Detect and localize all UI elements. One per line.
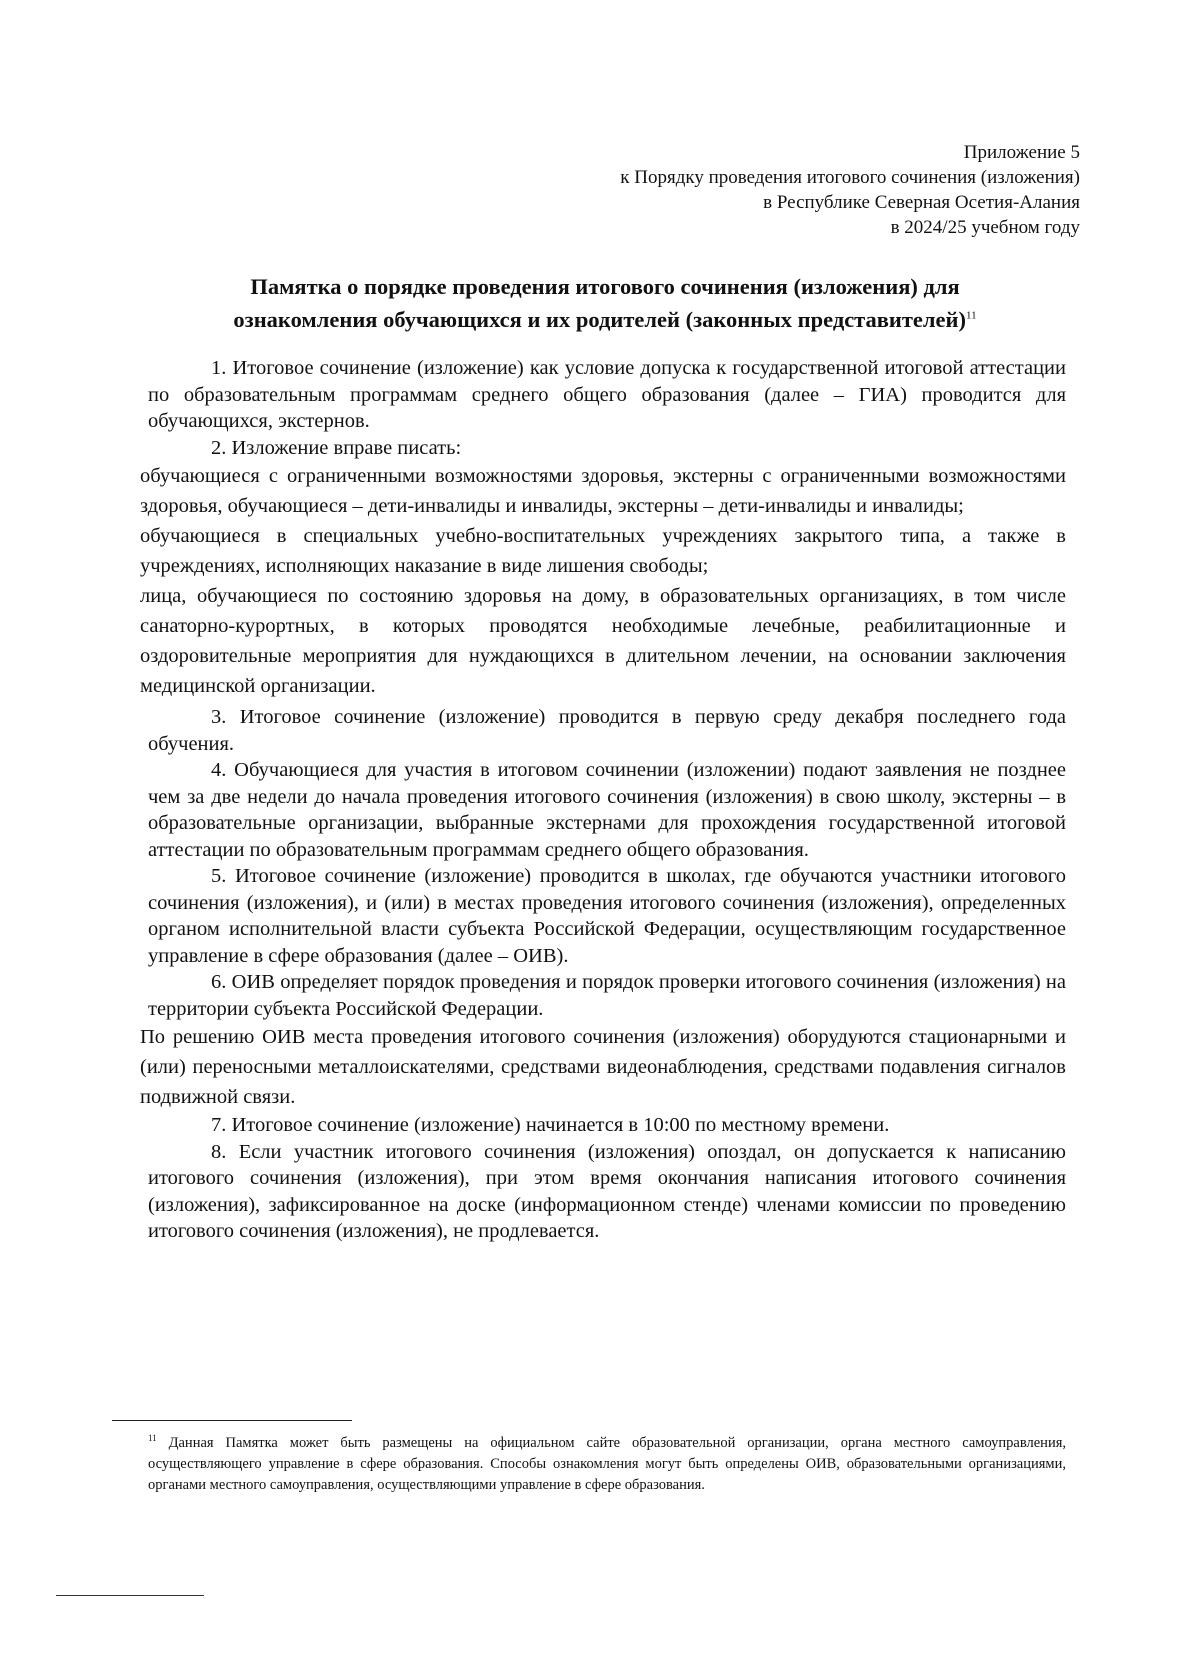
- title-footnote-ref: 11: [965, 309, 977, 322]
- appendix-line-4: в 2024/25 учебном году: [890, 217, 1080, 238]
- paragraph-5: 5. Итоговое сочинение (изложение) проводится в школах, где обучаются участники итогового сочинения (изложения), и (или) в местах проведения итогового сочинения (изложения), определенных органом исполнительной власти субъекта Российской Федерации, осуществляющим государственное управление в сфере образования (далее – ОИВ).: [148, 865, 1066, 967]
- paragraph-6-continued: По решению ОИВ места проведения итогового сочинения (изложения) оборудуются стационарными и (или) переносными металлоискателями, средствами видеонаблюдения, средствами подавления сигналов подвижной связи.: [140, 1026, 1066, 1108]
- title-line-2-wrap: [160, 303, 1050, 336]
- appendix-header: [440, 140, 1080, 240]
- footnote: [148, 1433, 1066, 1496]
- footnote-text: Данная Памятка может быть размещены на официальном сайте образовательной организации, органа местного самоуправления, осуществляющего управление в сфере образования. Способы ознакомления могут быть определены ОИВ, образовательными организациями, органами местного самоуправления, осуществляющими управление в сфере образования.: [148, 1435, 1066, 1493]
- paragraph-4: 4. Обучающиеся для участия в итоговом сочинении (изложении) подают заявления не позднее чем за две недели до начала проведения итогового сочинения (изложения) в свою школу, экстерны – в образовательные организации, выбранные экстернами для прохождения государственной итоговой аттестации по образовательным программам среднего общего образования.: [148, 759, 1066, 861]
- title-line-2: ознакомления обучающихся и их родителей (законных представителей): [233, 307, 966, 332]
- paragraph-6: 6. ОИВ определяет порядок проведения и порядок проверки итогового сочинения (изложения) на территории субъекта Российской Федерации.: [148, 971, 1066, 1020]
- footnote-marker: 11: [148, 1433, 157, 1444]
- bottom-rule: [56, 1595, 204, 1596]
- appendix-line-2: к Порядку проведения итогового сочинения (изложения): [620, 167, 1080, 188]
- paragraph-2-item-b: обучающиеся в специальных учебно-воспитательных учреждениях закрытого типа, а также в учреждениях, исполняющих наказание в виде лишения свободы;: [140, 525, 1066, 577]
- title-line-1: Памятка о порядке проведения итогового сочинения (изложения) для: [250, 274, 960, 299]
- paragraph-2: 2. Изложение вправе писать:: [211, 436, 462, 459]
- paragraph-7: 7. Итоговое сочинение (изложение) начинается в 10:00 по местному времени.: [211, 1114, 890, 1136]
- appendix-line-3: в Республике Северная Осетия-Алания: [763, 192, 1080, 213]
- paragraph-3: 3. Итоговое сочинение (изложение) проводится в первую среду декабря последнего года обучения.: [148, 706, 1066, 755]
- paragraph-2-item-c: лица, обучающиеся по состоянию здоровья на дому, в образовательных организациях, в том числе санаторно-курортных, в которых проводятся необходимые лечебные, реабилитационные и оздоровительные мероприятия для нуждающихся в длительном лечении, на основании заключения медицинской организации.: [140, 585, 1066, 697]
- appendix-line-1: Приложение 5: [963, 142, 1080, 163]
- paragraph-1: 1. Итоговое сочинение (изложение) как условие допуска к государственной итоговой аттестации по образовательным программам среднего общего образования (далее – ГИА) проводится для обучающихся, экстернов.: [148, 357, 1066, 432]
- footnote-separator: [112, 1420, 352, 1421]
- document-title: [160, 270, 1050, 336]
- paragraph-2-item-a: обучающиеся с ограниченными возможностями здоровья, экстерны с ограниченными возможностями здоровья, обучающиеся – дети-инвалиды и инвалиды, экстерны – дети-инвалиды и инвалиды;: [140, 465, 1066, 517]
- document-body: [140, 355, 1066, 1245]
- paragraph-8: 8. Если участник итогового сочинения (изложения) опоздал, он допускается к написанию итогового сочинения (изложения), при этом время окончания написания итогового сочинения (изложения), зафиксированное на доске (информационном стенде) членами комиссии по проведению итогового сочинения (изложения), не продлевается.: [148, 1140, 1066, 1242]
